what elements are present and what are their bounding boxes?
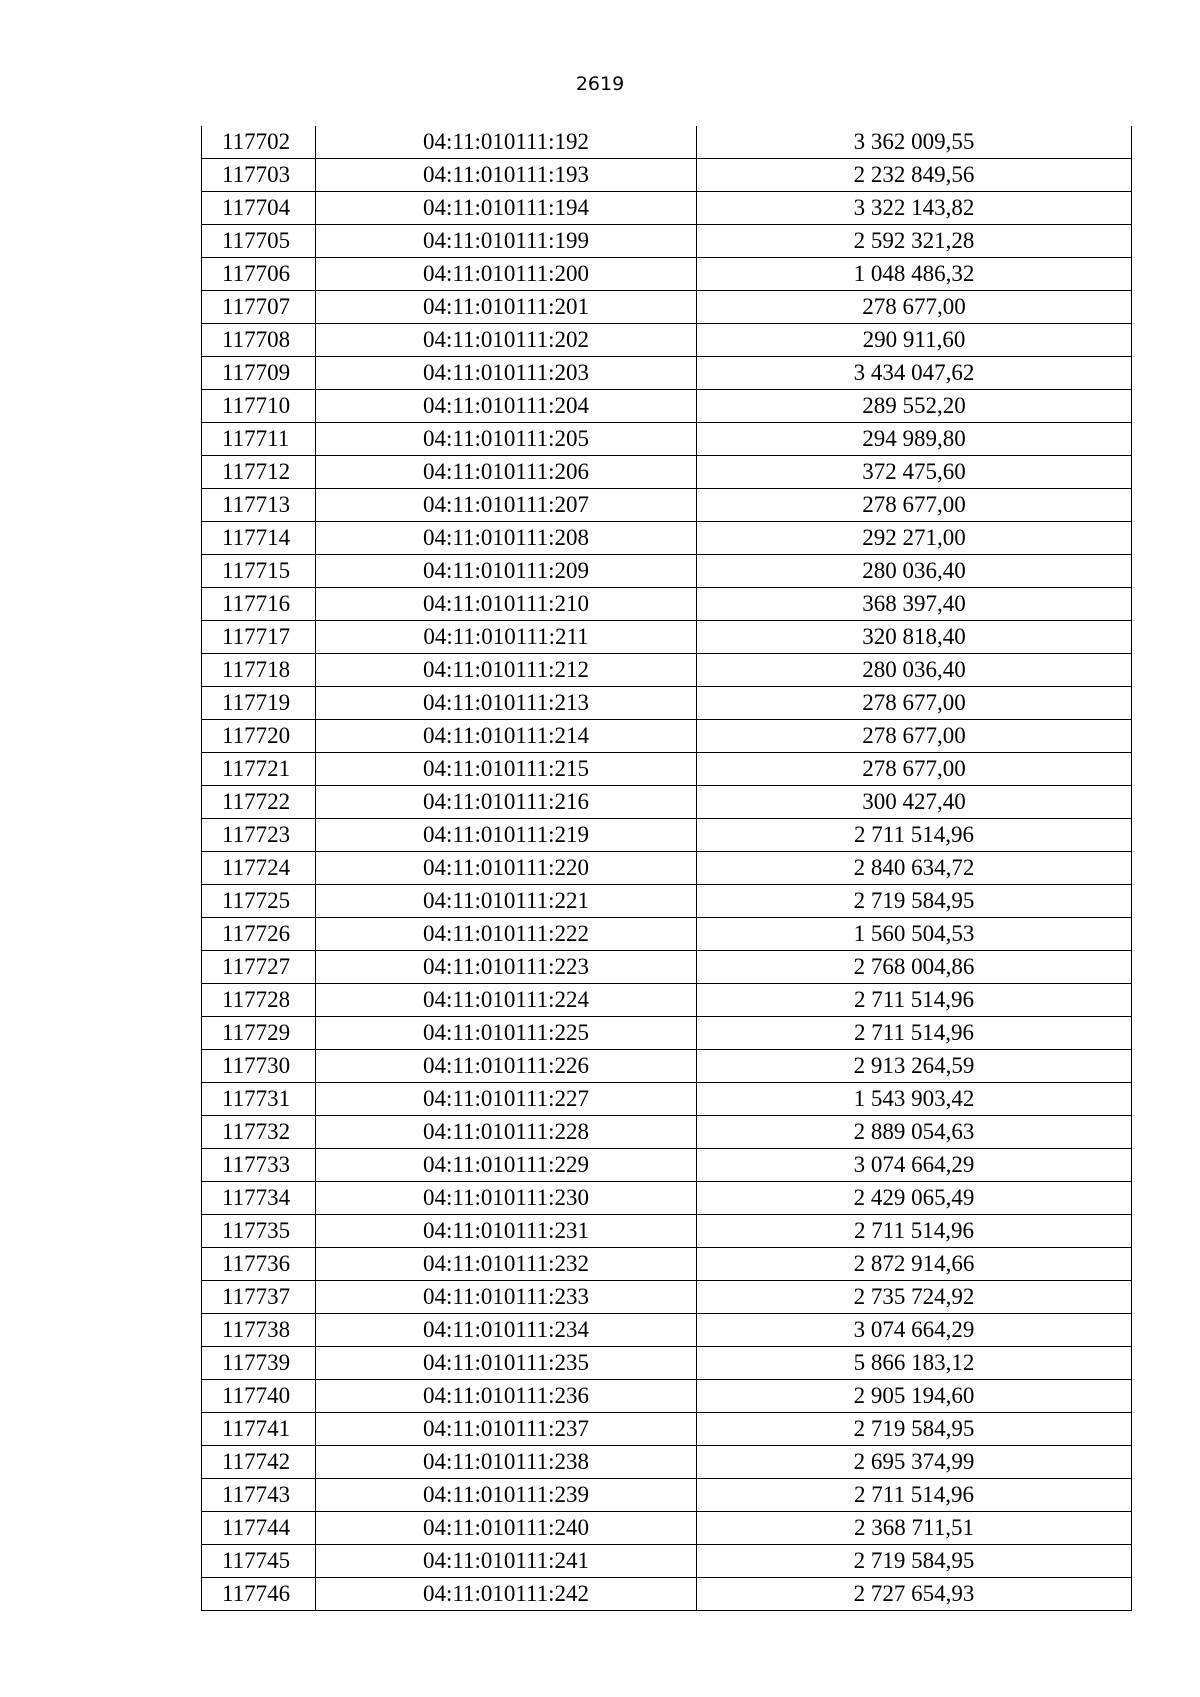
cadastral-number-cell: 04:11:010111:226	[316, 1050, 697, 1083]
row-number-cell: 117716	[202, 588, 316, 621]
row-number-cell: 117718	[202, 654, 316, 687]
cadastral-value-cell: 2 592 321,28	[697, 225, 1132, 258]
cadastral-number-cell: 04:11:010111:242	[316, 1578, 697, 1611]
cadastral-number-cell: 04:11:010111:235	[316, 1347, 697, 1380]
cadastral-value-cell: 2 872 914,66	[697, 1248, 1132, 1281]
cadastral-value-cell: 1 048 486,32	[697, 258, 1132, 291]
cadastral-value-cell: 2 905 194,60	[697, 1380, 1132, 1413]
row-number-cell: 117733	[202, 1149, 316, 1182]
cadastral-number-cell: 04:11:010111:214	[316, 720, 697, 753]
cadastral-value-cell: 2 711 514,96	[697, 1215, 1132, 1248]
table-row	[202, 1479, 1132, 1512]
cadastral-number-cell: 04:11:010111:194	[316, 192, 697, 225]
cadastral-value-cell: 3 362 009,55	[697, 126, 1132, 159]
cadastral-number-cell: 04:11:010111:210	[316, 588, 697, 621]
cadastral-number-cell: 04:11:010111:227	[316, 1083, 697, 1116]
row-number-cell: 117727	[202, 951, 316, 984]
cadastral-value-cell: 294 989,80	[697, 423, 1132, 456]
row-number-cell: 117715	[202, 555, 316, 588]
row-number-cell: 117738	[202, 1314, 316, 1347]
cadastral-number-cell: 04:11:010111:220	[316, 852, 697, 885]
row-number-cell: 117729	[202, 1017, 316, 1050]
cadastral-number-cell: 04:11:010111:225	[316, 1017, 697, 1050]
row-number-cell: 117720	[202, 720, 316, 753]
cadastral-value-cell: 2 711 514,96	[697, 984, 1132, 1017]
cadastral-number-cell: 04:11:010111:215	[316, 753, 697, 786]
cadastral-value-cell: 2 840 634,72	[697, 852, 1132, 885]
cadastral-number-cell: 04:11:010111:231	[316, 1215, 697, 1248]
page-number: 2619	[575, 73, 625, 95]
row-number-cell: 117725	[202, 885, 316, 918]
table-row	[202, 390, 1132, 423]
cadastral-value-cell: 278 677,00	[697, 489, 1132, 522]
cadastral-number-cell: 04:11:010111:234	[316, 1314, 697, 1347]
row-number-cell: 117726	[202, 918, 316, 951]
table-row	[202, 324, 1132, 357]
cadastral-value-cell: 278 677,00	[697, 687, 1132, 720]
table-row	[202, 555, 1132, 588]
cadastral-value-cell: 1 560 504,53	[697, 918, 1132, 951]
cadastral-number-cell: 04:11:010111:230	[316, 1182, 697, 1215]
table-row	[202, 357, 1132, 390]
cadastral-value-cell: 2 711 514,96	[697, 1479, 1132, 1512]
cadastral-value-cell: 300 427,40	[697, 786, 1132, 819]
cadastral-number-cell: 04:11:010111:236	[316, 1380, 697, 1413]
cadastral-value-cell: 3 074 664,29	[697, 1314, 1132, 1347]
cadastral-value-cell: 3 434 047,62	[697, 357, 1132, 390]
table-row	[202, 885, 1132, 918]
cadastral-number-cell: 04:11:010111:213	[316, 687, 697, 720]
cadastral-number-cell: 04:11:010111:228	[316, 1116, 697, 1149]
cadastral-value-cell: 278 677,00	[697, 291, 1132, 324]
cadastral-value-cell: 5 866 183,12	[697, 1347, 1132, 1380]
cadastral-value-cell: 2 913 264,59	[697, 1050, 1132, 1083]
row-number-cell: 117722	[202, 786, 316, 819]
cadastral-number-cell: 04:11:010111:216	[316, 786, 697, 819]
cadastral-value-cell: 2 368 711,51	[697, 1512, 1132, 1545]
cadastral-value-cell: 2 711 514,96	[697, 1017, 1132, 1050]
table-body	[202, 126, 1132, 1611]
cadastral-number-cell: 04:11:010111:212	[316, 654, 697, 687]
cadastral-value-cell: 2 727 654,93	[697, 1578, 1132, 1611]
cadastral-number-cell: 04:11:010111:199	[316, 225, 697, 258]
row-number-cell: 117735	[202, 1215, 316, 1248]
row-number-cell: 117719	[202, 687, 316, 720]
row-number-cell: 117709	[202, 357, 316, 390]
cadastral-value-cell: 2 719 584,95	[697, 885, 1132, 918]
cadastral-value-cell: 290 911,60	[697, 324, 1132, 357]
cadastral-number-cell: 04:11:010111:205	[316, 423, 697, 456]
row-number-cell: 117713	[202, 489, 316, 522]
row-number-cell: 117741	[202, 1413, 316, 1446]
cadastral-number-cell: 04:11:010111:209	[316, 555, 697, 588]
cadastral-number-cell: 04:11:010111:233	[316, 1281, 697, 1314]
cadastral-value-cell: 278 677,00	[697, 720, 1132, 753]
table-row	[202, 1314, 1132, 1347]
cadastral-value-cell: 372 475,60	[697, 456, 1132, 489]
row-number-cell: 117714	[202, 522, 316, 555]
cadastral-value-cell: 2 735 724,92	[697, 1281, 1132, 1314]
table-row	[202, 786, 1132, 819]
cadastral-value-cell: 368 397,40	[697, 588, 1132, 621]
cadastral-value-cell: 2 429 065,49	[697, 1182, 1132, 1215]
cadastral-value-cell: 2 695 374,99	[697, 1446, 1132, 1479]
row-number-cell: 117745	[202, 1545, 316, 1578]
table-row	[202, 1083, 1132, 1116]
table-row	[202, 588, 1132, 621]
row-number-cell: 117737	[202, 1281, 316, 1314]
table-row	[202, 1050, 1132, 1083]
cadastral-number-cell: 04:11:010111:232	[316, 1248, 697, 1281]
row-number-cell: 117740	[202, 1380, 316, 1413]
row-number-cell: 117724	[202, 852, 316, 885]
table-row	[202, 1380, 1132, 1413]
row-number-cell: 117728	[202, 984, 316, 1017]
cadastral-number-cell: 04:11:010111:201	[316, 291, 697, 324]
table-row	[202, 1446, 1132, 1479]
cadastral-value-cell: 280 036,40	[697, 555, 1132, 588]
table-row	[202, 654, 1132, 687]
row-number-cell: 117746	[202, 1578, 316, 1611]
cadastral-value-cell: 2 719 584,95	[697, 1545, 1132, 1578]
table-row	[202, 1512, 1132, 1545]
table-row	[202, 1149, 1132, 1182]
row-number-cell: 117739	[202, 1347, 316, 1380]
row-number-cell: 117707	[202, 291, 316, 324]
cadastral-number-cell: 04:11:010111:192	[316, 126, 697, 159]
table-row	[202, 225, 1132, 258]
cadastral-number-cell: 04:11:010111:240	[316, 1512, 697, 1545]
table-row	[202, 687, 1132, 720]
table-row	[202, 126, 1132, 159]
row-number-cell: 117723	[202, 819, 316, 852]
cadastral-number-cell: 04:11:010111:203	[316, 357, 697, 390]
cadastral-number-cell: 04:11:010111:207	[316, 489, 697, 522]
row-number-cell: 117710	[202, 390, 316, 423]
table-row	[202, 258, 1132, 291]
cadastral-value-cell: 2 719 584,95	[697, 1413, 1132, 1446]
cadastral-number-cell: 04:11:010111:221	[316, 885, 697, 918]
row-number-cell: 117711	[202, 423, 316, 456]
table-row	[202, 1281, 1132, 1314]
row-number-cell: 117736	[202, 1248, 316, 1281]
cadastral-number-cell: 04:11:010111:223	[316, 951, 697, 984]
cadastral-value-cell: 280 036,40	[697, 654, 1132, 687]
row-number-cell: 117705	[202, 225, 316, 258]
row-number-cell: 117703	[202, 159, 316, 192]
cadastral-value-cell: 2 889 054,63	[697, 1116, 1132, 1149]
table-row	[202, 1215, 1132, 1248]
row-number-cell: 117708	[202, 324, 316, 357]
table-row	[202, 159, 1132, 192]
cadastral-number-cell: 04:11:010111:204	[316, 390, 697, 423]
cadastral-value-table	[201, 126, 1132, 1611]
row-number-cell: 117734	[202, 1182, 316, 1215]
cadastral-number-cell: 04:11:010111:237	[316, 1413, 697, 1446]
row-number-cell: 117721	[202, 753, 316, 786]
cadastral-value-cell: 320 818,40	[697, 621, 1132, 654]
table-row	[202, 522, 1132, 555]
cadastral-number-cell: 04:11:010111:208	[316, 522, 697, 555]
row-number-cell: 117744	[202, 1512, 316, 1545]
row-number-cell: 117743	[202, 1479, 316, 1512]
table-row	[202, 1347, 1132, 1380]
table-row	[202, 1413, 1132, 1446]
cadastral-number-cell: 04:11:010111:241	[316, 1545, 697, 1578]
cadastral-number-cell: 04:11:010111:239	[316, 1479, 697, 1512]
cadastral-number-cell: 04:11:010111:211	[316, 621, 697, 654]
cadastral-value-cell: 292 271,00	[697, 522, 1132, 555]
row-number-cell: 117731	[202, 1083, 316, 1116]
table-row	[202, 1182, 1132, 1215]
cadastral-value-cell: 1 543 903,42	[697, 1083, 1132, 1116]
cadastral-value-cell: 2 232 849,56	[697, 159, 1132, 192]
cadastral-value-cell: 3 074 664,29	[697, 1149, 1132, 1182]
cadastral-value-cell: 3 322 143,82	[697, 192, 1132, 225]
table-row	[202, 1116, 1132, 1149]
row-number-cell: 117742	[202, 1446, 316, 1479]
row-number-cell: 117730	[202, 1050, 316, 1083]
table-row	[202, 1545, 1132, 1578]
cadastral-number-cell: 04:11:010111:224	[316, 984, 697, 1017]
table-row	[202, 1578, 1132, 1611]
table-row	[202, 423, 1132, 456]
cadastral-number-cell: 04:11:010111:193	[316, 159, 697, 192]
table-row	[202, 1248, 1132, 1281]
cadastral-number-cell: 04:11:010111:219	[316, 819, 697, 852]
cadastral-value-cell: 289 552,20	[697, 390, 1132, 423]
table-row	[202, 819, 1132, 852]
cadastral-number-cell: 04:11:010111:202	[316, 324, 697, 357]
table-row	[202, 720, 1132, 753]
cadastral-number-cell: 04:11:010111:229	[316, 1149, 697, 1182]
cadastral-number-cell: 04:11:010111:222	[316, 918, 697, 951]
table-row	[202, 852, 1132, 885]
cadastral-value-cell: 2 711 514,96	[697, 819, 1132, 852]
table-row	[202, 753, 1132, 786]
table-row	[202, 192, 1132, 225]
table-row	[202, 621, 1132, 654]
cadastral-number-cell: 04:11:010111:238	[316, 1446, 697, 1479]
cadastral-number-cell: 04:11:010111:206	[316, 456, 697, 489]
table-row	[202, 1017, 1132, 1050]
table-row	[202, 951, 1132, 984]
row-number-cell: 117706	[202, 258, 316, 291]
row-number-cell: 117704	[202, 192, 316, 225]
table-row	[202, 984, 1132, 1017]
table-row	[202, 291, 1132, 324]
cadastral-value-cell: 2 768 004,86	[697, 951, 1132, 984]
table-row	[202, 456, 1132, 489]
cadastral-number-cell: 04:11:010111:200	[316, 258, 697, 291]
row-number-cell: 117732	[202, 1116, 316, 1149]
row-number-cell: 117717	[202, 621, 316, 654]
table-row	[202, 918, 1132, 951]
row-number-cell: 117702	[202, 126, 316, 159]
table-row	[202, 489, 1132, 522]
cadastral-value-cell: 278 677,00	[697, 753, 1132, 786]
row-number-cell: 117712	[202, 456, 316, 489]
